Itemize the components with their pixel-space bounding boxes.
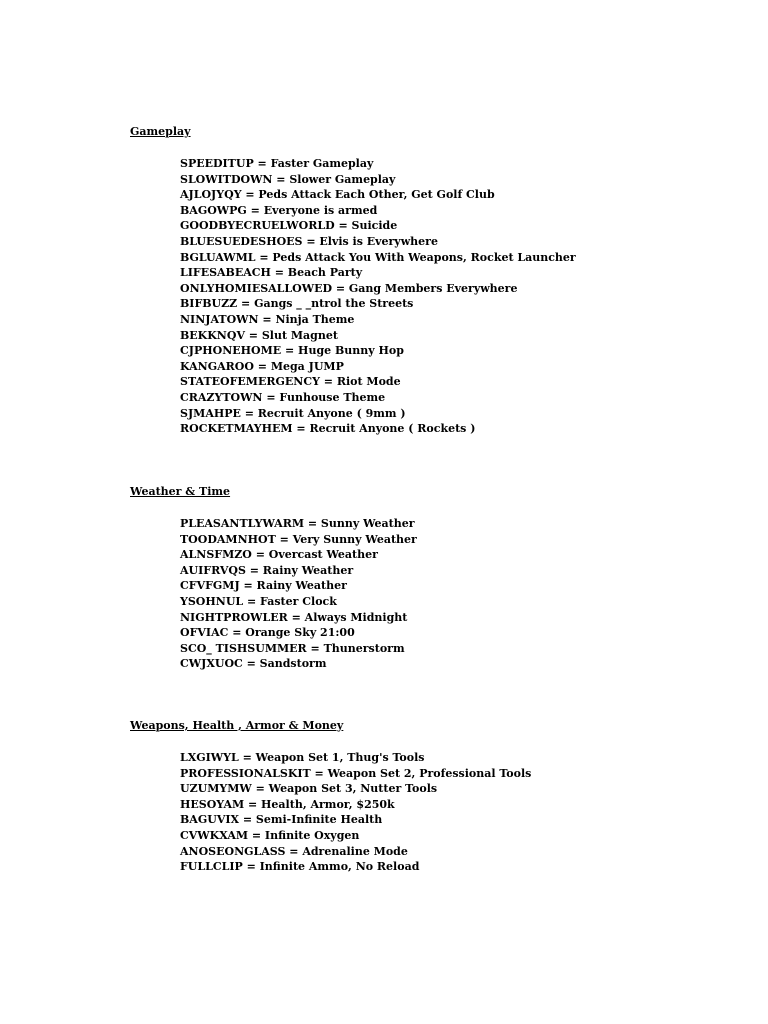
cheat-code-item: PROFESSIONALSKIT = Weapon Set 2, Professional Tools [180, 766, 532, 780]
cheat-code-item: STATEOFEMERGENCY = Riot Mode [180, 375, 401, 389]
cheat-code-item: CFVFGMJ = Rainy Weather [180, 579, 347, 593]
cheat-code-item: CRAZYTOWN = Funhouse Theme [180, 390, 386, 404]
cheat-code-item: OFVIAC = Orange Sky 21:00 [180, 626, 355, 640]
cheat-code-item: SLOWITDOWN = Slower Gameplay [180, 172, 396, 186]
cheat-code-item: CVWKXAM = Infinite Oxygen [180, 828, 360, 842]
cheat-code-item: LIFESABEACH = Beach Party [180, 266, 363, 280]
cheat-code-item: TOODAMNHOT = Very Sunny Weather [180, 532, 417, 546]
cheat-code-item: GOODBYECRUELWORLD = Suicide [180, 219, 398, 233]
cheat-code-list [180, 156, 730, 437]
cheat-code-item: UZUMYMW = Weapon Set 3, Nutter Tools [180, 782, 438, 796]
cheat-code-item: ALNSFMZO = Overcast Weather [180, 548, 378, 562]
cheat-code-item: BEKKNQV = Slut Magnet [180, 328, 338, 342]
section-heading-weather-time: Weather & Time [130, 485, 231, 498]
cheat-code-item: YSOHNUL = Faster Clock [180, 594, 337, 608]
cheat-code-item: BGLUAWML = Peds Attack You With Weapons, Rocket Launcher [180, 250, 576, 264]
cheat-code-item: NIGHTPROWLER = Always Midnight [180, 610, 408, 624]
cheat-code-item: AUIFRVQS = Rainy Weather [180, 563, 354, 577]
cheat-code-item: CJPHONEHOME = Huge Bunny Hop [180, 344, 404, 358]
cheat-code-item: KANGAROO = Mega JUMP [180, 359, 344, 373]
section-weather-time [130, 484, 730, 672]
cheat-code-item: BAGUVIX = Semi-Infinite Health [180, 813, 383, 827]
cheat-code-item: PLEASANTLYWARM = Sunny Weather [180, 517, 415, 530]
cheat-code-item: AJLOJYQY = Peds Attack Each Other, Get Golf Club [180, 188, 495, 202]
cheat-code-item: BLUESUEDESHOES = Elvis is Everywhere [180, 234, 438, 248]
section-heading-gameplay: Gameplay [130, 125, 191, 138]
cheat-code-item: BIFBUZZ = Gangs _ _ntrol the Streets [180, 297, 414, 311]
section-gameplay [130, 124, 730, 437]
cheat-code-item: NINJATOWN = Ninja Theme [180, 312, 355, 326]
cheat-code-item: FULLCLIP = Infinite Ammo, No Reload [180, 860, 420, 874]
cheat-code-item: BAGOWPG = Everyone is armed [180, 203, 378, 217]
cheat-code-item: ONLYHOMIESALLOWED = Gang Members Everywhere [180, 281, 518, 295]
section-weapons-health-armor-money [130, 718, 730, 875]
cheat-code-item: ANOSEONGLASS = Adrenaline Mode [180, 844, 408, 858]
cheat-code-item: LXGIWYL = Weapon Set 1, Thug's Tools [180, 751, 425, 764]
cheat-code-list [180, 750, 730, 875]
cheat-code-list [180, 516, 730, 672]
section-heading-weapons-health-armor-money: Weapons, Health , Armor & Money [130, 719, 344, 732]
cheat-code-item: SCO_ TISHSUMMER = Thunerstorm [180, 641, 405, 655]
cheat-code-item: SJMAHPE = Recruit Anyone ( 9mm ) [180, 406, 406, 420]
cheat-code-item: CWJXUOC = Sandstorm [180, 657, 327, 671]
cheat-code-item: HESOYAM = Health, Armor, $250k [180, 797, 395, 811]
cheat-code-item: ROCKETMAYHEM = Recruit Anyone ( Rockets ) [180, 422, 476, 436]
cheat-code-item: SPEEDITUP = Faster Gameplay [180, 157, 374, 170]
